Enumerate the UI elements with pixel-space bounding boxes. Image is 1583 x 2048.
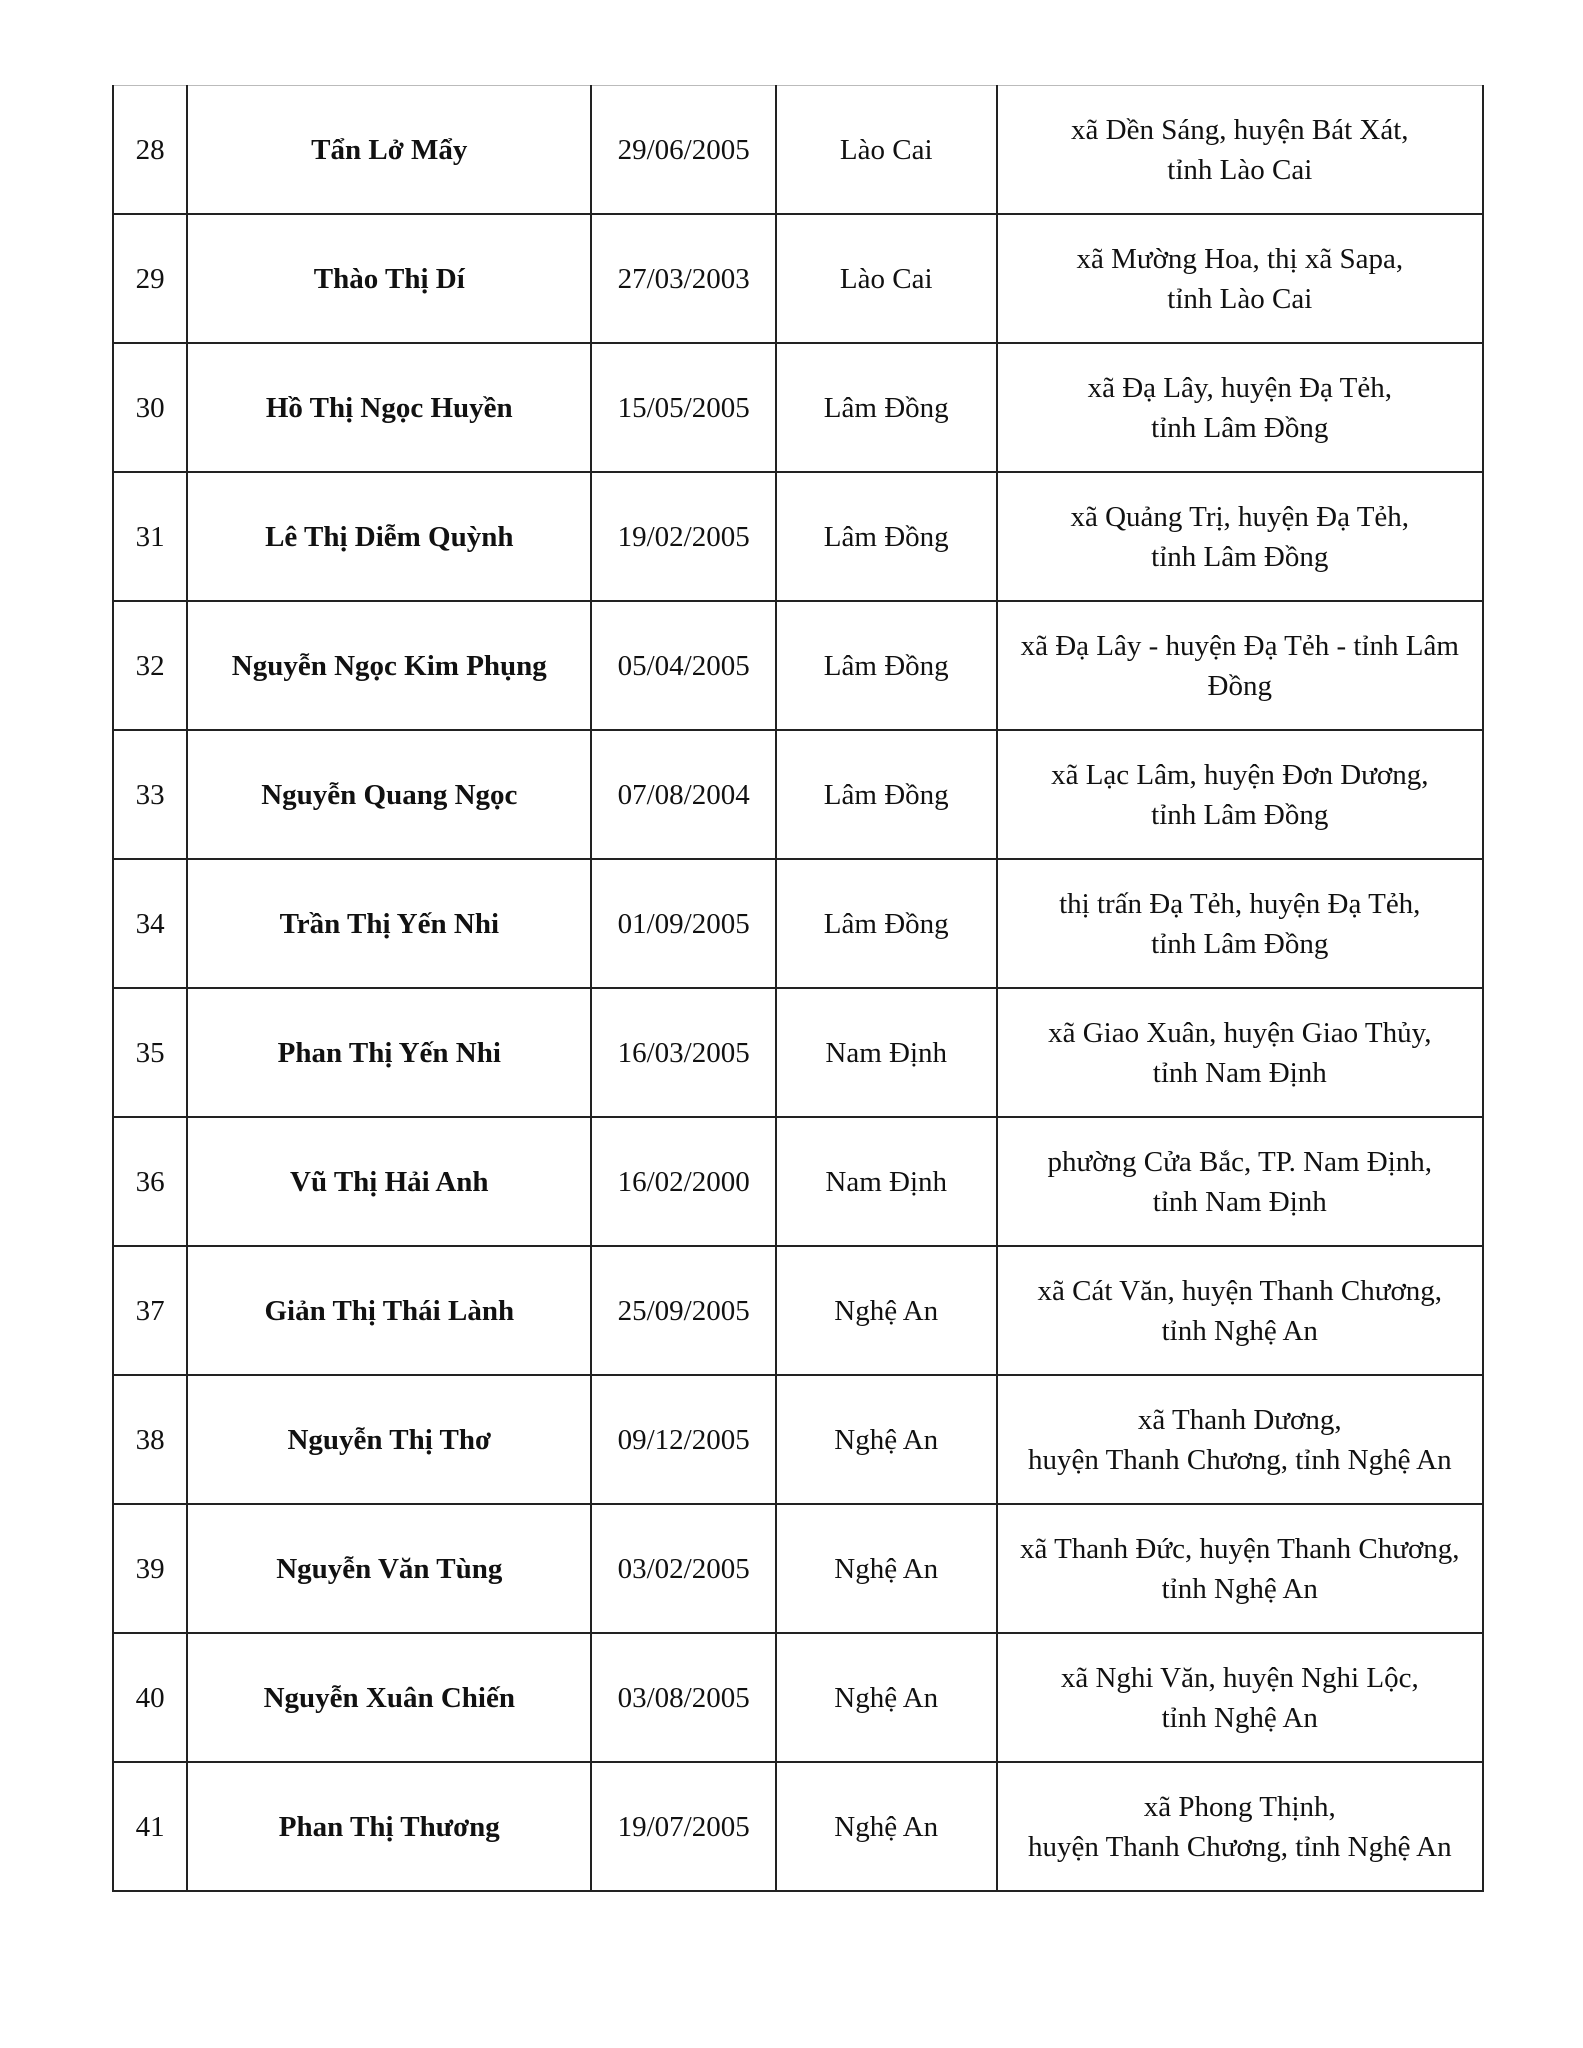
address-line: xã Đạ Lây, huyện Đạ Tẻh, <box>1087 371 1392 404</box>
province-cell: Nam Định <box>776 1117 997 1246</box>
address-cell <box>997 1504 1483 1633</box>
full-name-cell: Nguyễn Quang Ngọc <box>187 730 591 859</box>
address-line: tỉnh Lâm Đồng <box>1151 927 1329 960</box>
address-cell <box>997 601 1483 730</box>
address-cell <box>997 214 1483 343</box>
table-row <box>113 343 1483 472</box>
table-row <box>113 1117 1483 1246</box>
province-cell: Lâm Đồng <box>776 343 997 472</box>
address-line: tỉnh Nghệ An <box>1161 1314 1318 1347</box>
student-table-body <box>113 86 1483 1892</box>
date-of-birth-cell: 29/06/2005 <box>591 86 776 215</box>
full-name-cell: Vũ Thị Hải Anh <box>187 1117 591 1246</box>
date-of-birth-cell: 19/02/2005 <box>591 472 776 601</box>
full-name-cell: Phan Thị Thương <box>187 1762 591 1891</box>
address-cell <box>997 859 1483 988</box>
address-cell <box>997 343 1483 472</box>
row-number-cell: 33 <box>113 730 187 859</box>
address-cell <box>997 86 1483 215</box>
date-of-birth-cell: 16/02/2000 <box>591 1117 776 1246</box>
row-number-cell: 28 <box>113 86 187 215</box>
table-row <box>113 214 1483 343</box>
province-cell: Lào Cai <box>776 86 997 215</box>
province-cell: Lâm Đồng <box>776 730 997 859</box>
row-number-cell: 34 <box>113 859 187 988</box>
address-cell <box>997 1762 1483 1891</box>
row-number-cell: 40 <box>113 1633 187 1762</box>
date-of-birth-cell: 03/02/2005 <box>591 1504 776 1633</box>
table-row <box>113 859 1483 988</box>
address-line: tỉnh Lào Cai <box>1167 282 1313 315</box>
address-cell <box>997 472 1483 601</box>
address-line: xã Dền Sáng, huyện Bát Xát, <box>1071 113 1409 146</box>
table-row <box>113 988 1483 1117</box>
table-row <box>113 1504 1483 1633</box>
full-name-cell: Phan Thị Yến Nhi <box>187 988 591 1117</box>
table-row <box>113 1246 1483 1375</box>
full-name-cell: Nguyễn Ngọc Kim Phụng <box>187 601 591 730</box>
province-cell: Lâm Đồng <box>776 859 997 988</box>
address-cell <box>997 988 1483 1117</box>
address-cell <box>997 1375 1483 1504</box>
date-of-birth-cell: 19/07/2005 <box>591 1762 776 1891</box>
table-row <box>113 86 1483 215</box>
province-cell: Nghệ An <box>776 1762 997 1891</box>
full-name-cell: Hồ Thị Ngọc Huyền <box>187 343 591 472</box>
province-cell: Nghệ An <box>776 1504 997 1633</box>
date-of-birth-cell: 05/04/2005 <box>591 601 776 730</box>
table-row <box>113 1375 1483 1504</box>
date-of-birth-cell: 25/09/2005 <box>591 1246 776 1375</box>
full-name-cell: Lê Thị Diễm Quỳnh <box>187 472 591 601</box>
province-cell: Nghệ An <box>776 1375 997 1504</box>
province-cell: Lào Cai <box>776 214 997 343</box>
province-cell: Lâm Đồng <box>776 601 997 730</box>
address-cell <box>997 730 1483 859</box>
full-name-cell: Nguyễn Văn Tùng <box>187 1504 591 1633</box>
address-line: thị trấn Đạ Tẻh, huyện Đạ Tẻh, <box>1059 887 1421 920</box>
address-line: xã Cát Văn, huyện Thanh Chương, <box>1037 1274 1443 1307</box>
table-row <box>113 1633 1483 1762</box>
date-of-birth-cell: 27/03/2003 <box>591 214 776 343</box>
address-line: xã Thanh Dương, <box>1137 1403 1342 1436</box>
address-line: phường Cửa Bắc, TP. Nam Định, <box>1047 1145 1433 1178</box>
address-line: tỉnh Lâm Đồng <box>1151 798 1329 831</box>
address-line: huyện Thanh Chương, tỉnh Nghệ An <box>1027 1830 1452 1863</box>
table-row <box>113 601 1483 730</box>
date-of-birth-cell: 07/08/2004 <box>591 730 776 859</box>
row-number-cell: 36 <box>113 1117 187 1246</box>
address-line: xã Lạc Lâm, huyện Đơn Dương, <box>1051 758 1429 791</box>
date-of-birth-cell: 15/05/2005 <box>591 343 776 472</box>
table-row <box>113 1762 1483 1891</box>
date-of-birth-cell: 16/03/2005 <box>591 988 776 1117</box>
address-line: tỉnh Nghệ An <box>1161 1701 1318 1734</box>
address-line: xã Thanh Đức, huyện Thanh Chương, <box>1020 1532 1460 1565</box>
full-name-cell: Nguyễn Thị Thơ <box>187 1375 591 1504</box>
date-of-birth-cell: 01/09/2005 <box>591 859 776 988</box>
address-cell <box>997 1246 1483 1375</box>
address-line: xã Giao Xuân, huyện Giao Thủy, <box>1048 1016 1432 1049</box>
row-number-cell: 38 <box>113 1375 187 1504</box>
address-cell <box>997 1117 1483 1246</box>
address-cell <box>997 1633 1483 1762</box>
province-cell: Nam Định <box>776 988 997 1117</box>
student-table <box>112 85 1484 1892</box>
address-line: huyện Thanh Chương, tỉnh Nghệ An <box>1027 1443 1452 1476</box>
address-line: tỉnh Lâm Đồng <box>1151 411 1329 444</box>
province-cell: Nghệ An <box>776 1246 997 1375</box>
address-line: tỉnh Lâm Đồng <box>1151 540 1329 573</box>
full-name-cell: Trần Thị Yến Nhi <box>187 859 591 988</box>
row-number-cell: 30 <box>113 343 187 472</box>
row-number-cell: 41 <box>113 1762 187 1891</box>
table-row <box>113 472 1483 601</box>
row-number-cell: 31 <box>113 472 187 601</box>
table-row <box>113 730 1483 859</box>
address-line: tỉnh Nam Định <box>1152 1056 1327 1089</box>
row-number-cell: 35 <box>113 988 187 1117</box>
address-line: Đồng <box>1207 669 1272 702</box>
address-line: tỉnh Nghệ An <box>1161 1572 1318 1605</box>
address-line: xã Phong Thịnh, <box>1143 1790 1336 1823</box>
address-line: tỉnh Lào Cai <box>1167 153 1313 186</box>
date-of-birth-cell: 09/12/2005 <box>591 1375 776 1504</box>
row-number-cell: 29 <box>113 214 187 343</box>
address-line: tỉnh Nam Định <box>1152 1185 1327 1218</box>
address-line: xã Mường Hoa, thị xã Sapa, <box>1076 242 1404 275</box>
full-name-cell: Giản Thị Thái Lành <box>187 1246 591 1375</box>
row-number-cell: 37 <box>113 1246 187 1375</box>
row-number-cell: 39 <box>113 1504 187 1633</box>
address-line: xã Quảng Trị, huyện Đạ Tẻh, <box>1070 500 1410 533</box>
full-name-cell: Thào Thị Dí <box>187 214 591 343</box>
address-line: xã Nghi Văn, huyện Nghi Lộc, <box>1060 1661 1419 1694</box>
full-name-cell: Tẩn Lở Mẩy <box>187 86 591 215</box>
full-name-cell: Nguyễn Xuân Chiến <box>187 1633 591 1762</box>
date-of-birth-cell: 03/08/2005 <box>591 1633 776 1762</box>
row-number-cell: 32 <box>113 601 187 730</box>
province-cell: Nghệ An <box>776 1633 997 1762</box>
address-line: xã Đạ Lây - huyện Đạ Tẻh - tỉnh Lâm <box>1020 629 1459 662</box>
province-cell: Lâm Đồng <box>776 472 997 601</box>
